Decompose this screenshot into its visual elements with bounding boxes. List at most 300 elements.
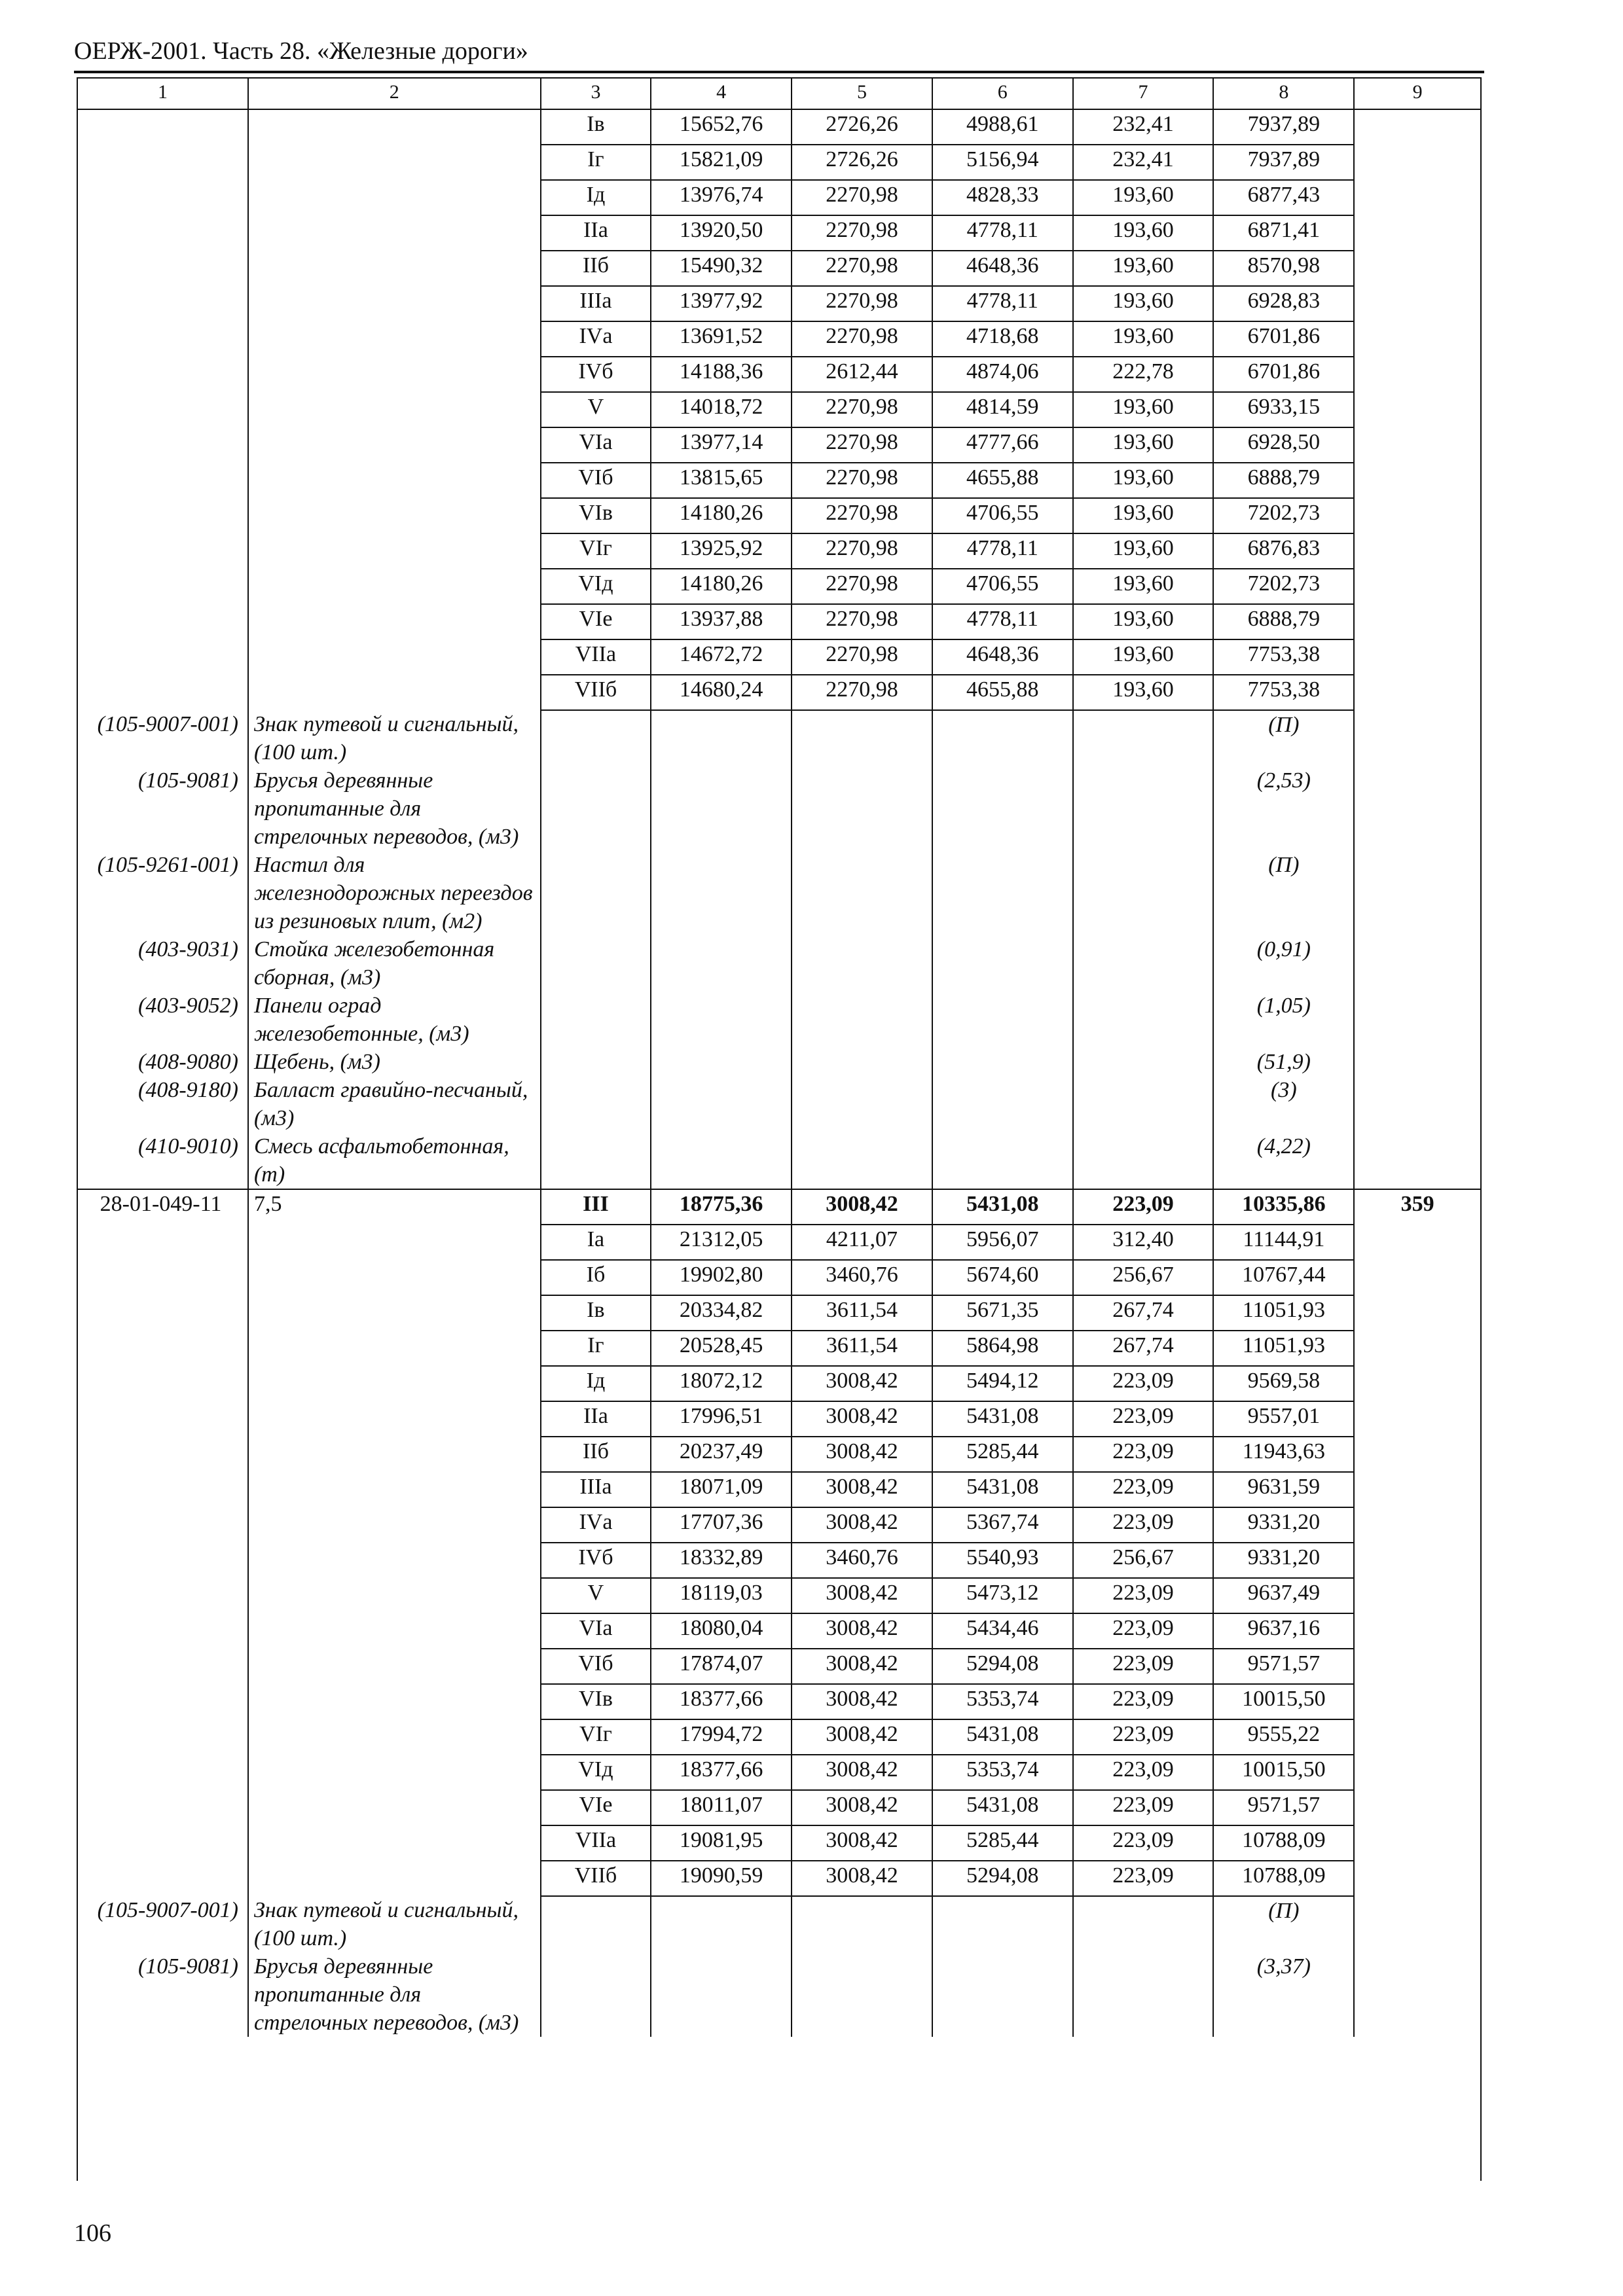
material-code: (403-9031)	[77, 935, 248, 992]
empty-cell	[1073, 1132, 1214, 1189]
value-col-8: 6876,83	[1213, 533, 1354, 569]
value-col-6: 4874,06	[932, 357, 1073, 392]
value-col-7: 223,09	[1073, 1472, 1214, 1507]
material-name: Знак путевой и сигнальный, (100 шт.)	[248, 1896, 541, 1952]
table-row	[77, 1225, 1481, 1260]
empty-cell	[792, 851, 932, 935]
value-col-4: 20334,82	[651, 1295, 792, 1331]
empty-cell	[651, 1076, 792, 1132]
value-col-4: 18775,36	[651, 1189, 792, 1225]
zone-class: VIг	[541, 533, 651, 569]
empty-cell	[1073, 992, 1214, 1048]
item-name	[248, 1578, 541, 1613]
value-col-6: 5494,12	[932, 1366, 1073, 1401]
item-name	[248, 392, 541, 427]
empty-cell	[1354, 1952, 1481, 2037]
value-col-7: 193,60	[1073, 427, 1214, 463]
value-col-6: 4778,11	[932, 604, 1073, 639]
empty-cell	[541, 1952, 651, 2037]
value-col-6: 4988,61	[932, 109, 1073, 145]
material-name: Панели оград железобетонные, (м3)	[248, 992, 541, 1048]
value-col-5: 3460,76	[792, 1543, 932, 1578]
value-col-7: 193,60	[1073, 463, 1214, 498]
material-row	[77, 851, 1481, 935]
table-row	[77, 1472, 1481, 1507]
zone-class: VIIа	[541, 639, 651, 675]
item-code: 28-01-049-11	[77, 1189, 248, 1225]
table-row	[77, 604, 1481, 639]
item-code	[77, 1861, 248, 1896]
empty-cell	[932, 766, 1073, 851]
material-quantity: (2,53)	[1213, 766, 1354, 851]
value-col-8: 7937,89	[1213, 145, 1354, 180]
empty-cell	[1073, 1952, 1214, 2037]
zone-class: Iд	[541, 180, 651, 215]
value-col-4: 13977,14	[651, 427, 792, 463]
value-col-6: 5434,46	[932, 1613, 1073, 1649]
zone-class: IIа	[541, 215, 651, 251]
value-col-6: 4706,55	[932, 569, 1073, 604]
item-name	[248, 569, 541, 604]
material-quantity: (1,05)	[1213, 992, 1354, 1048]
value-col-8: 9331,20	[1213, 1507, 1354, 1543]
empty-cell	[792, 992, 932, 1048]
value-col-7: 223,09	[1073, 1861, 1214, 1896]
zone-class: VIIа	[541, 1825, 651, 1861]
empty-cell	[932, 1076, 1073, 1132]
value-col-4: 14188,36	[651, 357, 792, 392]
item-name	[248, 145, 541, 180]
page-number: 106	[74, 2219, 111, 2247]
labor-cost	[1354, 145, 1481, 180]
material-name: Балласт гравийно-песчаный, (м3)	[248, 1076, 541, 1132]
table-row	[77, 1437, 1481, 1472]
zone-class: VIв	[541, 1684, 651, 1719]
value-col-7: 223,09	[1073, 1401, 1214, 1437]
value-col-4: 14180,26	[651, 569, 792, 604]
value-col-7: 193,60	[1073, 639, 1214, 675]
labor-cost	[1354, 463, 1481, 498]
material-code: (105-9007-001)	[77, 710, 248, 766]
item-name	[248, 1260, 541, 1295]
item-name	[248, 357, 541, 392]
value-col-7: 223,09	[1073, 1189, 1214, 1225]
empty-cell	[792, 1132, 932, 1189]
value-col-5: 2726,26	[792, 109, 932, 145]
value-col-8: 11051,93	[1213, 1331, 1354, 1366]
material-code: (105-9261-001)	[77, 851, 248, 935]
item-code	[77, 1437, 248, 1472]
value-col-4: 17707,36	[651, 1507, 792, 1543]
material-name: Знак путевой и сигнальный, (100 шт.)	[248, 710, 541, 766]
item-code	[77, 1684, 248, 1719]
item-code	[77, 357, 248, 392]
value-col-7: 193,60	[1073, 604, 1214, 639]
zone-class: III	[541, 1189, 651, 1225]
item-name	[248, 1755, 541, 1790]
empty-cell	[1073, 1076, 1214, 1132]
value-col-5: 2612,44	[792, 357, 932, 392]
item-name	[248, 639, 541, 675]
table-row	[77, 1861, 1481, 1896]
zone-class: V	[541, 392, 651, 427]
table-row	[77, 675, 1481, 710]
value-col-5: 3460,76	[792, 1260, 932, 1295]
table-row	[77, 1507, 1481, 1543]
value-col-7: 193,60	[1073, 675, 1214, 710]
value-col-4: 14680,24	[651, 675, 792, 710]
labor-cost	[1354, 1437, 1481, 1472]
header-row	[77, 78, 1481, 109]
empty-cell	[932, 710, 1073, 766]
value-col-5: 3008,42	[792, 1437, 932, 1472]
value-col-8: 9331,20	[1213, 1543, 1354, 1578]
value-col-6: 4718,68	[932, 321, 1073, 357]
value-col-8: 6928,50	[1213, 427, 1354, 463]
value-col-6: 5294,08	[932, 1861, 1073, 1896]
table-row	[77, 498, 1481, 533]
labor-cost	[1354, 1684, 1481, 1719]
item-name	[248, 1507, 541, 1543]
value-col-4: 14018,72	[651, 392, 792, 427]
labor-cost	[1354, 1260, 1481, 1295]
value-col-5: 4211,07	[792, 1225, 932, 1260]
empty-cell	[792, 1896, 932, 1952]
value-col-5: 2270,98	[792, 215, 932, 251]
value-col-5: 2270,98	[792, 251, 932, 286]
empty-cell	[1354, 1896, 1481, 1952]
material-code: (105-9007-001)	[77, 1896, 248, 1952]
table-row	[77, 180, 1481, 215]
value-col-7: 193,60	[1073, 251, 1214, 286]
table-row	[77, 1613, 1481, 1649]
empty-cell	[541, 1076, 651, 1132]
value-col-4: 17994,72	[651, 1719, 792, 1755]
labor-cost	[1354, 1578, 1481, 1613]
material-code: (410-9010)	[77, 1132, 248, 1189]
value-col-8: 6888,79	[1213, 604, 1354, 639]
item-code	[77, 321, 248, 357]
value-col-7: 256,67	[1073, 1543, 1214, 1578]
empty-cell	[792, 935, 932, 992]
value-col-6: 5540,93	[932, 1543, 1073, 1578]
material-name: Брусья деревянные пропитанные для стрелочных переводов, (м3)	[248, 766, 541, 851]
value-col-6: 4778,11	[932, 533, 1073, 569]
item-code	[77, 1755, 248, 1790]
item-name	[248, 215, 541, 251]
material-name: Щебень, (м3)	[248, 1048, 541, 1076]
value-col-7: 223,09	[1073, 1790, 1214, 1825]
table-row	[77, 321, 1481, 357]
value-col-6: 5431,08	[932, 1719, 1073, 1755]
value-col-5: 3008,42	[792, 1825, 932, 1861]
item-code	[77, 1295, 248, 1331]
value-col-5: 2270,98	[792, 675, 932, 710]
zone-class: Iб	[541, 1260, 651, 1295]
zone-class: VIIб	[541, 675, 651, 710]
material-quantity: (0,91)	[1213, 935, 1354, 992]
column-header: 5	[792, 78, 932, 109]
empty-cell	[1354, 710, 1481, 766]
item-name	[248, 1437, 541, 1472]
material-quantity: (4,22)	[1213, 1132, 1354, 1189]
item-name	[248, 180, 541, 215]
labor-cost	[1354, 1790, 1481, 1825]
value-col-5: 2270,98	[792, 604, 932, 639]
value-col-7: 193,60	[1073, 533, 1214, 569]
labor-cost	[1354, 1543, 1481, 1578]
value-col-7: 312,40	[1073, 1225, 1214, 1260]
value-col-5: 3611,54	[792, 1331, 932, 1366]
zone-class: VIг	[541, 1719, 651, 1755]
empty-cell	[1073, 1896, 1214, 1952]
value-col-7: 193,60	[1073, 392, 1214, 427]
item-name	[248, 427, 541, 463]
value-col-4: 14180,26	[651, 498, 792, 533]
item-code	[77, 498, 248, 533]
zone-class: VIб	[541, 463, 651, 498]
value-col-6: 4706,55	[932, 498, 1073, 533]
column-header: 6	[932, 78, 1073, 109]
material-code: (408-9180)	[77, 1076, 248, 1132]
item-name	[248, 1825, 541, 1861]
material-name: Настил для железнодорожных переездов из резиновых плит, (м2)	[248, 851, 541, 935]
value-col-8: 7202,73	[1213, 569, 1354, 604]
zone-class: IIIа	[541, 1472, 651, 1507]
material-code: (408-9080)	[77, 1048, 248, 1076]
value-col-7: 193,60	[1073, 498, 1214, 533]
labor-cost	[1354, 1331, 1481, 1366]
value-col-8: 9637,49	[1213, 1578, 1354, 1613]
empty-cell	[1073, 710, 1214, 766]
value-col-8: 10788,09	[1213, 1861, 1354, 1896]
labor-cost	[1354, 1613, 1481, 1649]
material-quantity: (3)	[1213, 1076, 1354, 1132]
table-row	[77, 1825, 1481, 1861]
zone-class: VIв	[541, 498, 651, 533]
table-row	[77, 639, 1481, 675]
labor-cost	[1354, 1472, 1481, 1507]
column-header: 9	[1354, 78, 1481, 109]
empty-cell	[651, 851, 792, 935]
item-code	[77, 1260, 248, 1295]
value-col-6: 4778,11	[932, 286, 1073, 321]
value-col-7: 222,78	[1073, 357, 1214, 392]
value-col-4: 18080,04	[651, 1613, 792, 1649]
table-row	[77, 251, 1481, 286]
value-col-7: 223,09	[1073, 1366, 1214, 1401]
zone-class: Iг	[541, 145, 651, 180]
item-code	[77, 145, 248, 180]
empty-cell	[541, 710, 651, 766]
material-quantity: (П)	[1213, 710, 1354, 766]
value-col-5: 2270,98	[792, 639, 932, 675]
material-quantity: (П)	[1213, 851, 1354, 935]
value-col-7: 223,09	[1073, 1684, 1214, 1719]
zone-class: IIб	[541, 1437, 651, 1472]
table-row	[77, 1649, 1481, 1684]
empty-cell	[932, 1896, 1073, 1952]
value-col-4: 18071,09	[651, 1472, 792, 1507]
empty-cell	[651, 766, 792, 851]
value-col-6: 5956,07	[932, 1225, 1073, 1260]
item-code	[77, 392, 248, 427]
value-col-6: 5671,35	[932, 1295, 1073, 1331]
item-code	[77, 1649, 248, 1684]
value-col-7: 223,09	[1073, 1578, 1214, 1613]
value-col-8: 10767,44	[1213, 1260, 1354, 1295]
labor-cost	[1354, 1225, 1481, 1260]
value-col-5: 2270,98	[792, 533, 932, 569]
item-code	[77, 569, 248, 604]
value-col-6: 5353,74	[932, 1684, 1073, 1719]
empty-cell	[1354, 851, 1481, 935]
labor-cost	[1354, 1366, 1481, 1401]
material-name: Стойка железобетонная сборная, (м3)	[248, 935, 541, 992]
value-col-6: 4655,88	[932, 675, 1073, 710]
value-col-5: 2726,26	[792, 145, 932, 180]
labor-cost	[1354, 639, 1481, 675]
empty-cell	[651, 1896, 792, 1952]
value-col-5: 2270,98	[792, 498, 932, 533]
table-body	[77, 109, 1481, 2037]
material-row	[77, 1952, 1481, 2037]
table-row	[77, 1401, 1481, 1437]
empty-cell	[792, 1076, 932, 1132]
table-row	[77, 1790, 1481, 1825]
value-col-7: 256,67	[1073, 1260, 1214, 1295]
labor-cost	[1354, 1649, 1481, 1684]
value-col-4: 13977,92	[651, 286, 792, 321]
item-code	[77, 1331, 248, 1366]
value-col-8: 9569,58	[1213, 1366, 1354, 1401]
value-col-7: 223,09	[1073, 1755, 1214, 1790]
value-col-7: 223,09	[1073, 1825, 1214, 1861]
item-code	[77, 427, 248, 463]
item-name	[248, 109, 541, 145]
labor-cost	[1354, 321, 1481, 357]
labor-cost	[1354, 533, 1481, 569]
value-col-4: 18011,07	[651, 1790, 792, 1825]
item-code	[77, 1790, 248, 1825]
value-col-4: 19090,59	[651, 1861, 792, 1896]
empty-cell	[932, 935, 1073, 992]
value-col-8: 6928,83	[1213, 286, 1354, 321]
value-col-4: 20237,49	[651, 1437, 792, 1472]
labor-cost: 359	[1354, 1189, 1481, 1225]
value-col-6: 4777,66	[932, 427, 1073, 463]
empty-cell	[1354, 1076, 1481, 1132]
item-code	[77, 251, 248, 286]
table-row	[77, 533, 1481, 569]
labor-cost	[1354, 675, 1481, 710]
value-col-4: 18332,89	[651, 1543, 792, 1578]
value-col-6: 5431,08	[932, 1189, 1073, 1225]
value-col-8: 11943,63	[1213, 1437, 1354, 1472]
table-row	[77, 1755, 1481, 1790]
value-col-6: 4814,59	[932, 392, 1073, 427]
item-name	[248, 1790, 541, 1825]
value-col-8: 6933,15	[1213, 392, 1354, 427]
value-col-8: 9631,59	[1213, 1472, 1354, 1507]
value-col-8: 7753,38	[1213, 639, 1354, 675]
item-code	[77, 1366, 248, 1401]
value-col-6: 5156,94	[932, 145, 1073, 180]
item-name	[248, 1543, 541, 1578]
material-row	[77, 1132, 1481, 1189]
empty-cell	[541, 766, 651, 851]
empty-cell	[1354, 992, 1481, 1048]
value-col-8: 11144,91	[1213, 1225, 1354, 1260]
empty-cell	[1073, 851, 1214, 935]
value-col-7: 223,09	[1073, 1649, 1214, 1684]
value-col-4: 18377,66	[651, 1684, 792, 1719]
item-name	[248, 1719, 541, 1755]
empty-cell	[932, 1952, 1073, 2037]
value-col-8: 6701,86	[1213, 357, 1354, 392]
empty-cell	[651, 1952, 792, 2037]
value-col-4: 19902,80	[651, 1260, 792, 1295]
item-name	[248, 321, 541, 357]
value-col-8: 11051,93	[1213, 1295, 1354, 1331]
value-col-7: 193,60	[1073, 321, 1214, 357]
zone-class: IIIа	[541, 286, 651, 321]
material-row	[77, 1076, 1481, 1132]
labor-cost	[1354, 1401, 1481, 1437]
value-col-5: 3008,42	[792, 1507, 932, 1543]
value-col-8: 10788,09	[1213, 1825, 1354, 1861]
value-col-5: 2270,98	[792, 569, 932, 604]
value-col-8: 10015,50	[1213, 1684, 1354, 1719]
value-col-6: 5674,60	[932, 1260, 1073, 1295]
labor-cost	[1354, 286, 1481, 321]
value-col-8: 6888,79	[1213, 463, 1354, 498]
value-col-4: 13976,74	[651, 180, 792, 215]
zone-class: IIб	[541, 251, 651, 286]
zone-class: VIе	[541, 604, 651, 639]
item-code	[77, 1472, 248, 1507]
labor-cost	[1354, 498, 1481, 533]
material-code: (105-9081)	[77, 1952, 248, 2037]
table-row	[77, 357, 1481, 392]
value-col-4: 21312,05	[651, 1225, 792, 1260]
value-col-5: 3008,42	[792, 1755, 932, 1790]
value-col-6: 5473,12	[932, 1578, 1073, 1613]
value-col-4: 17874,07	[651, 1649, 792, 1684]
item-name	[248, 604, 541, 639]
value-col-6: 5431,08	[932, 1790, 1073, 1825]
value-col-5: 2270,98	[792, 427, 932, 463]
value-col-6: 4648,36	[932, 251, 1073, 286]
item-code	[77, 604, 248, 639]
value-col-7: 223,09	[1073, 1507, 1214, 1543]
material-row	[77, 935, 1481, 992]
value-col-8: 7202,73	[1213, 498, 1354, 533]
page-title: ОЕРЖ-2001. Часть 28. «Железные дороги»	[74, 37, 528, 65]
empty-cell	[792, 1952, 932, 2037]
item-code	[77, 180, 248, 215]
value-col-4: 18072,12	[651, 1366, 792, 1401]
value-col-4: 13937,88	[651, 604, 792, 639]
zone-class: IVб	[541, 357, 651, 392]
labor-cost	[1354, 357, 1481, 392]
table-row	[77, 286, 1481, 321]
empty-cell	[932, 1132, 1073, 1189]
empty-cell	[541, 1896, 651, 1952]
value-col-6: 4778,11	[932, 215, 1073, 251]
item-code	[77, 1719, 248, 1755]
value-col-5: 3008,42	[792, 1366, 932, 1401]
